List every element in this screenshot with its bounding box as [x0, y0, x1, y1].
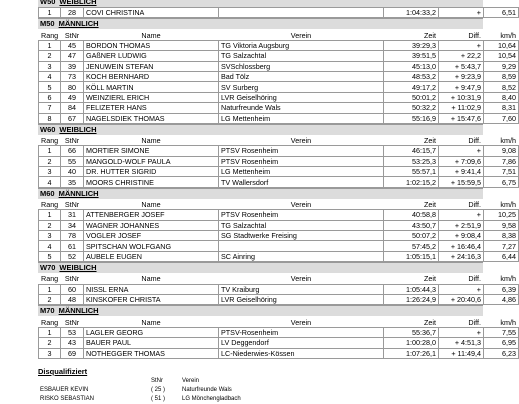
cell-name: BORDON THOMAS [84, 40, 219, 50]
cell-stnr: 84 [61, 103, 84, 113]
cell-club: SG Stadtwerke Freising [219, 231, 384, 241]
cell-rank: 3 [39, 61, 61, 71]
column-header-kmh: km/h [484, 274, 519, 284]
cell-name: JENUWEIN STEFAN [84, 61, 219, 71]
results-table-w70 [38, 273, 519, 305]
results-table-w50 [38, 7, 519, 18]
disqualified-stnr: ( 25 ) [151, 386, 166, 393]
results-table-m50 [38, 29, 519, 124]
cell-kmh: 8,59 [484, 71, 519, 81]
table-row [39, 251, 519, 261]
column-header-name: Name [84, 199, 219, 209]
disqualified-title: Disqualifiziert [38, 366, 88, 376]
results-table-w60 [38, 135, 519, 188]
cell-stnr: 66 [61, 146, 84, 156]
cell-rank: 1 [39, 40, 61, 50]
cell-stnr: 80 [61, 82, 84, 92]
table-row [39, 103, 519, 113]
cell-time: 39:29,3 [384, 40, 439, 50]
table-row [39, 348, 519, 358]
cell-rank: 4 [39, 71, 61, 81]
cell-time: 39:51,5 [384, 51, 439, 61]
cell-kmh: 7,86 [484, 156, 519, 166]
cell-diff: + 9:23,9 [439, 71, 484, 81]
section-gender: WEIBLICH [59, 0, 97, 6]
cell-time: 1:05:15,1 [384, 251, 439, 261]
cell-stnr: 60 [61, 284, 84, 294]
cell-diff: + 24:16,3 [439, 251, 484, 261]
cell-kmh: 7,51 [484, 167, 519, 177]
cell-diff: + 11:02,9 [439, 103, 484, 113]
cell-kmh: 9,29 [484, 61, 519, 71]
cell-kmh: 6,44 [484, 251, 519, 261]
cell-club: SVSchlossberg [219, 61, 384, 71]
cell-stnr: 40 [61, 167, 84, 177]
column-header-name: Name [84, 135, 219, 145]
cell-club: TV Wallersdorf [219, 177, 384, 187]
table-row [39, 241, 519, 251]
cell-kmh: 7,60 [484, 113, 519, 123]
cell-name: WEINZIERL ERICH [84, 92, 219, 102]
cell-club: PTSV Rosenheim [219, 146, 384, 156]
section-gender: WEIBLICH [59, 124, 97, 134]
column-header-club: Verein [219, 274, 384, 284]
cell-time: 55:57,1 [384, 167, 439, 177]
cell-diff: + [439, 284, 484, 294]
disqualified-name: RISKO SEBASTIAN [40, 395, 95, 402]
cell-rank: 2 [39, 156, 61, 166]
table-row [39, 231, 519, 241]
column-header-stnr: StNr [61, 317, 84, 327]
cell-time: 40:58,8 [384, 210, 439, 220]
table-header-row [39, 274, 519, 284]
cell-club: LC-Niederwies-Kössen [219, 348, 384, 358]
cell-kmh: 10,25 [484, 210, 519, 220]
column-header-diff: Diff. [439, 317, 484, 327]
table-row [39, 61, 519, 71]
disqualified-header-row [38, 377, 483, 386]
cell-kmh: 7,27 [484, 241, 519, 251]
table-row [39, 113, 519, 123]
section-gender: MÄNNLICH [58, 19, 99, 29]
cell-stnr: 67 [61, 113, 84, 123]
disqualified-row [38, 395, 483, 404]
disqualified-header-club: Verein [182, 377, 200, 384]
cell-rank: 1 [39, 8, 61, 18]
section-category: M50 [40, 19, 55, 29]
section-category: W50 [40, 0, 56, 6]
cell-diff: + [439, 40, 484, 50]
cell-diff: + 20:40,6 [439, 294, 484, 304]
cell-time: 43:50,7 [384, 220, 439, 230]
cell-rank: 2 [39, 294, 61, 304]
cell-stnr: 55 [61, 156, 84, 166]
disqualified-stnr: ( 51 ) [151, 395, 166, 402]
cell-diff: + 11:49,4 [439, 348, 484, 358]
cell-time: 48:53,2 [384, 71, 439, 81]
table-header-row [39, 317, 519, 327]
column-header-rank: Rang [39, 30, 61, 40]
cell-rank: 4 [39, 177, 61, 187]
cell-diff: + 15:59,5 [439, 177, 484, 187]
cell-club: LG Mettenheim [219, 167, 384, 177]
cell-rank: 3 [39, 231, 61, 241]
cell-time: 49:17,2 [384, 82, 439, 92]
cell-stnr: 28 [61, 8, 84, 18]
cell-name: SPITSCHAN WOLFGANG [84, 241, 219, 251]
cell-rank: 4 [39, 241, 61, 251]
cell-rank: 1 [39, 284, 61, 294]
cell-stnr: 35 [61, 177, 84, 187]
column-header-time: Zeit [384, 317, 439, 327]
table-row [39, 220, 519, 230]
cell-stnr: 43 [61, 338, 84, 348]
table-row [39, 8, 519, 18]
cell-club: PTSV Rosenheim [219, 156, 384, 166]
column-header-rank: Rang [39, 317, 61, 327]
cell-name: NISSL ERNA [84, 284, 219, 294]
cell-name: MOORS CHRISTINE [84, 177, 219, 187]
cell-stnr: 45 [61, 40, 84, 50]
table-header-row [39, 199, 519, 209]
cell-diff: + 16:46,4 [439, 241, 484, 251]
cell-name: KINSKOFER CHRISTA [84, 294, 219, 304]
cell-diff: + 2:51,9 [439, 220, 484, 230]
cell-name: MORTIER SIMONE [84, 146, 219, 156]
section-title-m70 [38, 305, 483, 316]
cell-club: LG Mettenheim [219, 113, 384, 123]
cell-rank: 3 [39, 348, 61, 358]
results-table-m60 [38, 199, 519, 262]
cell-club: SC Ainring [219, 251, 384, 261]
table-row [39, 92, 519, 102]
cell-club: TG Salzachtal [219, 220, 384, 230]
cell-kmh: 8,52 [484, 82, 519, 92]
cell-diff: + 9:47,9 [439, 82, 484, 92]
cell-name: MANGOLD-WOLF PAULA [84, 156, 219, 166]
section-category: M70 [40, 306, 55, 316]
cell-rank: 6 [39, 92, 61, 102]
cell-stnr: 61 [61, 241, 84, 251]
cell-kmh: 10,64 [484, 40, 519, 50]
cell-diff: + 22,2 [439, 51, 484, 61]
cell-time: 50:07,2 [384, 231, 439, 241]
cell-time: 57:45,2 [384, 241, 439, 251]
cell-kmh: 10,54 [484, 51, 519, 61]
cell-rank: 2 [39, 338, 61, 348]
column-header-stnr: StNr [61, 274, 84, 284]
cell-club [219, 241, 384, 251]
cell-club: TG Salzachtal [219, 51, 384, 61]
column-header-rank: Rang [39, 135, 61, 145]
cell-stnr: 78 [61, 231, 84, 241]
cell-diff: + 15:47,6 [439, 113, 484, 123]
cell-name: NOTHEGGER THOMAS [84, 348, 219, 358]
cell-diff: + 9:41,4 [439, 167, 484, 177]
section-category: W70 [40, 263, 56, 273]
table-row [39, 40, 519, 50]
cell-rank: 7 [39, 103, 61, 113]
cell-stnr: 47 [61, 51, 84, 61]
cell-club: PTSV-Rosenheim [219, 327, 384, 337]
table-row [39, 82, 519, 92]
table-row [39, 51, 519, 61]
cell-diff: + [439, 8, 484, 18]
cell-rank: 3 [39, 167, 61, 177]
cell-name: COVI CHRISTINA [84, 8, 219, 18]
cell-diff: + 5:43,7 [439, 61, 484, 71]
disqualified-club: LG Mönchengladbach [182, 395, 241, 402]
cell-name: KÖLL MARTIN [84, 82, 219, 92]
column-header-club: Verein [219, 199, 384, 209]
table-row [39, 210, 519, 220]
cell-kmh: 6,39 [484, 284, 519, 294]
table-row [39, 284, 519, 294]
cell-club: LVR Geiselhöring [219, 92, 384, 102]
cell-time: 55:36,7 [384, 327, 439, 337]
cell-stnr: 69 [61, 348, 84, 358]
disqualified-header-stnr: StNr [151, 377, 163, 384]
cell-diff: + [439, 146, 484, 156]
cell-time: 1:26:24,9 [384, 294, 439, 304]
cell-rank: 1 [39, 146, 61, 156]
table-row [39, 294, 519, 304]
table-header-row [39, 30, 519, 40]
cell-rank: 8 [39, 113, 61, 123]
column-header-kmh: km/h [484, 30, 519, 40]
column-header-diff: Diff. [439, 30, 484, 40]
table-row [39, 167, 519, 177]
cell-club: LVR Geiselhöring [219, 294, 384, 304]
cell-name: WAGNER JOHANNES [84, 220, 219, 230]
column-header-diff: Diff. [439, 199, 484, 209]
cell-kmh: 6,75 [484, 177, 519, 187]
cell-club: LV Deggendorf [219, 338, 384, 348]
cell-kmh: 6,51 [484, 8, 519, 18]
column-header-time: Zeit [384, 274, 439, 284]
column-header-diff: Diff. [439, 274, 484, 284]
cell-club: Bad Tölz [219, 71, 384, 81]
cell-diff: + [439, 210, 484, 220]
cell-name: FELIZETER HANS [84, 103, 219, 113]
cell-time: 1:05:44,3 [384, 284, 439, 294]
column-header-kmh: km/h [484, 135, 519, 145]
column-header-diff: Diff. [439, 135, 484, 145]
table-row [39, 338, 519, 348]
section-gender: MÄNNLICH [58, 306, 99, 316]
column-header-stnr: StNr [61, 135, 84, 145]
cell-kmh: 8,40 [484, 92, 519, 102]
cell-kmh: 4,86 [484, 294, 519, 304]
disqualified-name: ESBAUER KEVIN [40, 386, 89, 393]
table-row [39, 177, 519, 187]
cell-rank: 1 [39, 210, 61, 220]
cell-stnr: 49 [61, 92, 84, 102]
cell-kmh: 9,08 [484, 146, 519, 156]
cell-club: Naturfreunde Wals [219, 103, 384, 113]
cell-name: GAßNER LUDWIG [84, 51, 219, 61]
cell-time: 1:04:33,2 [384, 8, 439, 18]
cell-kmh: 6,23 [484, 348, 519, 358]
cell-stnr: 48 [61, 294, 84, 304]
table-row [39, 71, 519, 81]
cell-diff: + [439, 327, 484, 337]
cell-stnr: 53 [61, 327, 84, 337]
column-header-rank: Rang [39, 199, 61, 209]
column-header-name: Name [84, 274, 219, 284]
disqualified-section [38, 367, 483, 404]
column-header-kmh: km/h [484, 317, 519, 327]
cell-name: ATTENBERGER JOSEF [84, 210, 219, 220]
cell-name: AUBELE EUGEN [84, 251, 219, 261]
disqualified-row [38, 386, 483, 395]
cell-club: SV Surberg [219, 82, 384, 92]
cell-stnr: 73 [61, 71, 84, 81]
cell-diff: + 4:51,3 [439, 338, 484, 348]
section-title-w50 [38, 0, 483, 7]
section-title-w70 [38, 262, 483, 273]
cell-kmh: 8,38 [484, 231, 519, 241]
cell-time: 1:02:15,2 [384, 177, 439, 187]
cell-time: 55:16,9 [384, 113, 439, 123]
column-header-rank: Rang [39, 274, 61, 284]
column-header-time: Zeit [384, 199, 439, 209]
cell-time: 1:07:26,1 [384, 348, 439, 358]
cell-time: 45:13,0 [384, 61, 439, 71]
section-gender: WEIBLICH [59, 263, 97, 273]
cell-time: 46:15,7 [384, 146, 439, 156]
cell-kmh: 9,58 [484, 220, 519, 230]
cell-time: 1:00:28,0 [384, 338, 439, 348]
cell-kmh: 7,55 [484, 327, 519, 337]
cell-kmh: 8,31 [484, 103, 519, 113]
cell-diff: + 10:31,9 [439, 92, 484, 102]
column-header-name: Name [84, 30, 219, 40]
cell-name: DR. HUTTER SIGRID [84, 167, 219, 177]
column-header-stnr: StNr [61, 30, 84, 40]
cell-rank: 2 [39, 51, 61, 61]
cell-stnr: 39 [61, 61, 84, 71]
cell-time: 50:01,2 [384, 92, 439, 102]
results-page [38, 0, 516, 404]
column-header-time: Zeit [384, 135, 439, 145]
table-header-row [39, 135, 519, 145]
cell-club [219, 8, 384, 18]
section-gender: MÄNNLICH [58, 188, 99, 198]
column-header-time: Zeit [384, 30, 439, 40]
cell-name: LAGLER GEORG [84, 327, 219, 337]
column-header-stnr: StNr [61, 199, 84, 209]
column-header-club: Verein [219, 135, 384, 145]
cell-kmh: 6,95 [484, 338, 519, 348]
cell-diff: + 7:09,6 [439, 156, 484, 166]
cell-diff: + 9:08,4 [439, 231, 484, 241]
cell-stnr: 31 [61, 210, 84, 220]
column-header-club: Verein [219, 30, 384, 40]
results-table-m70 [38, 316, 519, 359]
column-header-name: Name [84, 317, 219, 327]
column-header-kmh: km/h [484, 199, 519, 209]
cell-club: PTSV Rosenheim [219, 210, 384, 220]
cell-stnr: 52 [61, 251, 84, 261]
section-title-m60 [38, 188, 483, 199]
cell-name: KOCH BERNHARD [84, 71, 219, 81]
column-header-club: Verein [219, 317, 384, 327]
section-title-m50 [38, 18, 483, 29]
cell-rank: 5 [39, 82, 61, 92]
cell-time: 53:25,3 [384, 156, 439, 166]
table-row [39, 146, 519, 156]
table-row [39, 327, 519, 337]
section-title-w60 [38, 124, 483, 135]
cell-time: 50:32,2 [384, 103, 439, 113]
cell-club: TV Kraiburg [219, 284, 384, 294]
table-row [39, 156, 519, 166]
cell-rank: 1 [39, 327, 61, 337]
cell-club: TG Viktoria Augsburg [219, 40, 384, 50]
cell-rank: 2 [39, 220, 61, 230]
section-category: W60 [40, 124, 56, 134]
cell-stnr: 34 [61, 220, 84, 230]
cell-name: VOGLER JOSEF [84, 231, 219, 241]
cell-name: BAUER PAUL [84, 338, 219, 348]
section-category: M60 [40, 188, 55, 198]
cell-name: NAGELSDIEK THOMAS [84, 113, 219, 123]
cell-rank: 5 [39, 251, 61, 261]
disqualified-club: Naturfreunde Wals [182, 386, 232, 393]
